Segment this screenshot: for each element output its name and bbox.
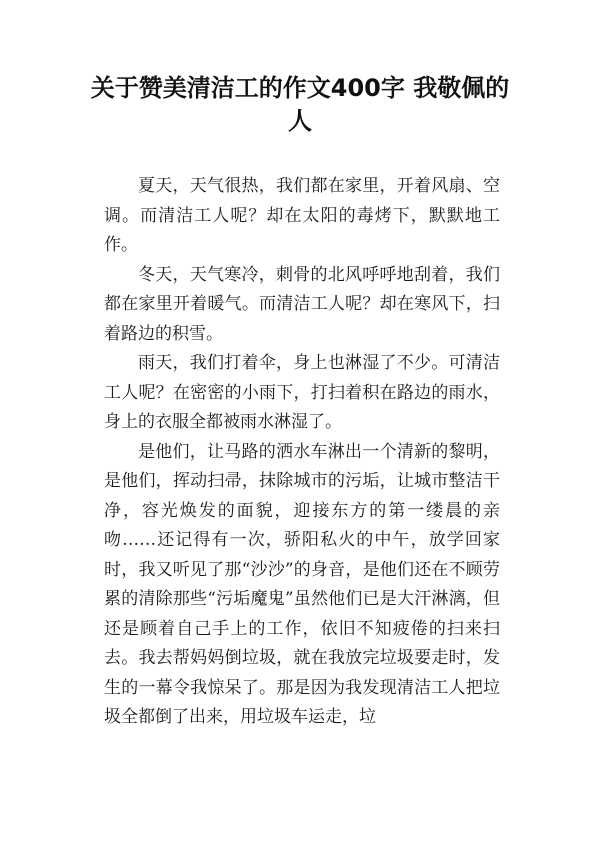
paragraph-tribute: 是他们，让马路的洒水车淋出一个清新的黎明，是他们，挥动扫帚，抹除城市的污垢，让城市整洁干净，容光焕发的面貌，迎接东方的第一缕晨的亲吻……还记得有一次，骄阳私火的中午，放学回家时，我又听见了那“沙沙”的身音，是他们还在不顾劳累的清除那些“污垢魔鬼”虽然他们已是大汗淋漓，但还是顾着自己手上的工作，依旧不知疲倦的扫来扫去。我去帮妈妈倒垃圾，就在我放完垃圾要走时，发生的一幕令我惊呆了。那是因为我发现清洁工人把垃圾全都倒了出来，用垃圾车运走，垃 bbox=[104, 441, 500, 727]
document-title: 关于赞美清洁工的作文400字 我敬佩的人 bbox=[90, 74, 510, 135]
paragraph-winter: 冬天，天气寒冷，刺骨的北风呼呼地刮着，我们都在家里开着暖气。而清洁工人呢？却在寒风下，扫着路边的积雪。 bbox=[104, 264, 500, 344]
document-body bbox=[104, 172, 500, 733]
paragraph-rain: 雨天，我们打着伞，身上也淋湿了不少。可清洁工人呢？在密密的小雨下，打扫着积在路边的雨水，身上的衣服全都被雨水淋湿了。 bbox=[104, 353, 500, 432]
paragraph-summer: 夏天，天气很热，我们都在家里，开着风扇、空调。而清洁工人呢？却在太阳的毒烤下，默默地工作。 bbox=[104, 176, 500, 255]
